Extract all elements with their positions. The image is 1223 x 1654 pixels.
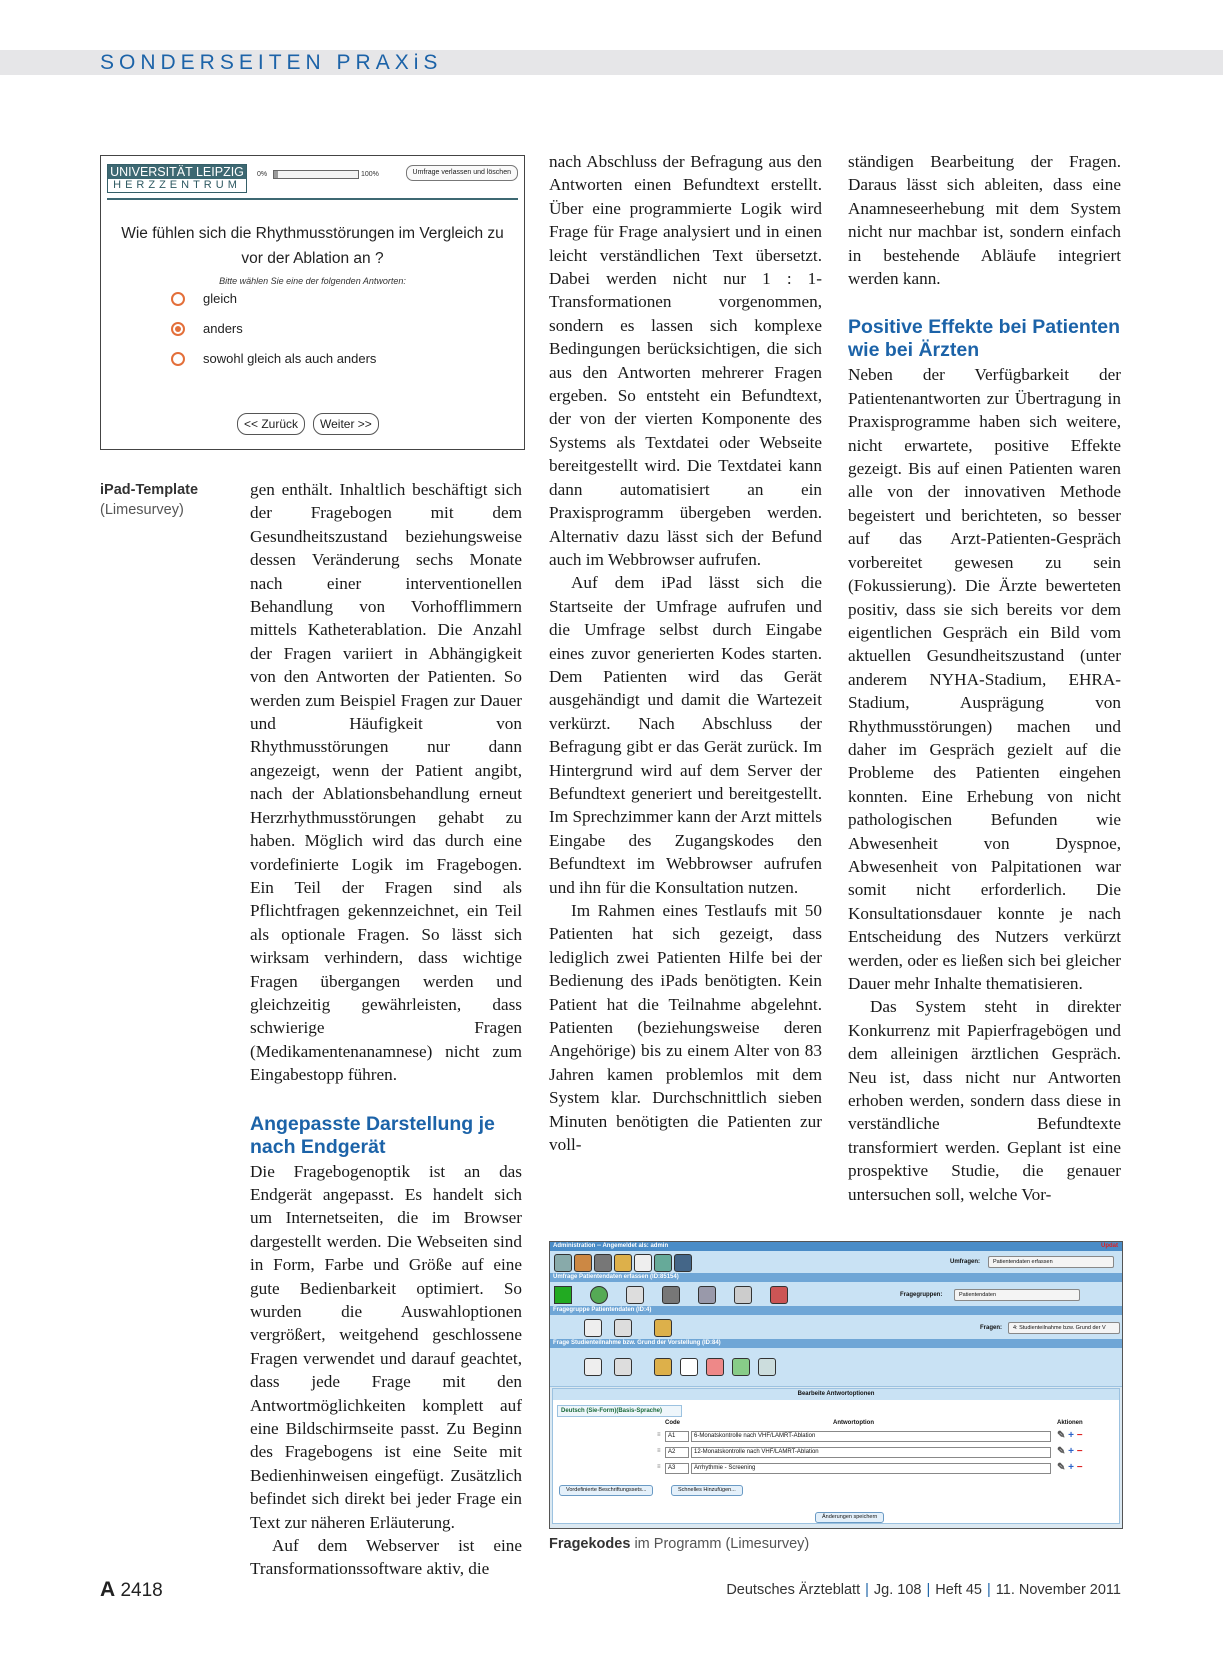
group-header: Fragegruppe Patientendaten (ID:4): [550, 1306, 1122, 1315]
add-icon[interactable]: +: [1068, 1446, 1075, 1457]
paragraph: nach Abschluss der Befragung aus den Antworten einen Befundtext erstellt. Über eine programmierte Logik wird Frage für Frage analysiert und in einen leicht verständlichen Text übersetzt. Dabei werden nicht nur 1 : 1-Transformationen vorgenommen, sondern es lassen sich komplexe Bedingungen berücksichtigen, die sich aus den Antworten mehrerer Fragen ergeben. So entsteht ein Befundtext, der von der vierten Komponente des Systems als Textdatei oder Webseite bereitgestellt wird. Die Textdatei kann dann automatisiert an ein Praxisprogramm übergeben werden. Alternativ dazu lässt sich der Befund auch im Webbrowser aufrufen.: [549, 152, 822, 569]
paragraph: Auf dem iPad lässt sich die Startseite der Umfrage aufrufen und die Umfrage selbst durch Eingabe eines zuvor generierten Kodes starten. Dem Patienten wird das Gerät ausgehändigt und damit die Wartezeit verkürzt. Nach Abschluss der Befragung gibt er das Gerät zurück. Im Hintergrund wird auf dem Server der Befundtext generiert und bereitgestellt. Im Sprechzimmer kann der Arzt mittels Eingabe des Zugangskodes den Befundtext im Webbrowser aufrufen und ihn für die Konsultation nutzen.: [549, 573, 822, 897]
umfragen-select[interactable]: Patientendaten erfassen: [988, 1256, 1114, 1268]
answers-grid-icon[interactable]: [732, 1358, 750, 1376]
fragen-select[interactable]: 4: Studienteilnahme bzw. Grund der V: [1008, 1322, 1120, 1334]
users-icon[interactable]: [698, 1286, 716, 1304]
table-row: [657, 1431, 1097, 1442]
pencil-icon[interactable]: ✎: [1057, 1462, 1066, 1473]
row-actions: [1057, 1462, 1083, 1473]
umfragen-label: Umfragen:: [950, 1259, 981, 1265]
answer-column-header: Antwortoption: [833, 1420, 874, 1426]
responses-icon[interactable]: [770, 1286, 788, 1304]
language-tab[interactable]: Deutsch (Sie-Form)(Basis-Sprache): [557, 1405, 682, 1417]
caption-text: im Programm (Limesurvey): [634, 1536, 810, 1552]
question-toolbar: [550, 1348, 1122, 1387]
fragegruppen-label: Fragegruppen:: [900, 1292, 943, 1298]
journal-issue: Heft 45: [935, 1582, 982, 1598]
figure2-caption: [549, 1534, 809, 1554]
remove-icon[interactable]: −: [1076, 1430, 1083, 1441]
answer-input[interactable]: 6-Monatskontrolle nach VHF/LAMRT-Ablation: [691, 1431, 1051, 1442]
page-prefix: A: [100, 1578, 116, 1601]
option-anders[interactable]: [171, 321, 243, 336]
answer-input[interactable]: Arrhythmie - Screening: [691, 1463, 1051, 1474]
group-toolbar: [550, 1315, 1122, 1340]
tools-icon[interactable]: [594, 1254, 612, 1272]
header-divider: [107, 198, 518, 200]
paragraph: Die Fragebogenoptik ist an das Endgerät angepasst. Es handelt sich um Internetseiten, die im Browser dargestellt werden. Die Webseiten sind in Form, Farbe und Größe auf eine gute Bedienbarkeit optimiert. So wurden die Auswahloptionen vergrößert, weitgehend geschlossene Fragen verwendet und darauf geachtet, dass jede Frage mit den Antwortmöglichkeiten komplett auf eine Bildschirmseite passt. Zu Beginn des Fragebogens ist eine Seite mit Bedienhinweisen eingefügt. Zusätzlich befindet sich direkt bei jeder Frage ein Text zur näheren Erläuterung.: [250, 1161, 522, 1532]
answer-options-panel: [552, 1388, 1120, 1524]
remove-icon[interactable]: −: [1076, 1462, 1083, 1473]
option-label: sowohl gleich als auch anders: [203, 351, 377, 366]
paragraph: Auf dem Webserver ist eine Transformationssoftware aktiv, die: [250, 1536, 522, 1579]
text-column-1: [250, 478, 522, 1581]
admin-header: Administration -- Angemeldet als: admin: [550, 1242, 1122, 1251]
grid-icon[interactable]: [654, 1254, 672, 1272]
edit-icon[interactable]: [626, 1286, 644, 1304]
next-button[interactable]: Weiter >>: [313, 413, 379, 435]
panel-title: Bearbeite Antwortoptionen: [553, 1389, 1119, 1400]
document-icon[interactable]: [584, 1319, 602, 1337]
logout-icon[interactable]: [674, 1254, 692, 1272]
code-input[interactable]: A1: [665, 1431, 689, 1442]
page-number-value: 2418: [120, 1580, 163, 1601]
code-input[interactable]: A2: [665, 1447, 689, 1458]
folder-icon[interactable]: [614, 1254, 632, 1272]
section-title: SONDERSEITEN PRAXiS: [100, 51, 443, 74]
edit-icon[interactable]: [614, 1358, 632, 1376]
logo-line-1: UNIVERSITÄT LEIPZIG: [108, 165, 246, 179]
subquestions-grid-icon[interactable]: [758, 1358, 776, 1376]
subheading: Positive Effekte bei Patienten wie bei Ärzten: [848, 316, 1121, 362]
drag-handle-icon[interactable]: ≡: [657, 1432, 661, 1438]
subheading: Angepasste Darstellung je nach Endgerät: [250, 1112, 495, 1158]
document-icon[interactable]: [634, 1254, 652, 1272]
tools-icon[interactable]: [662, 1286, 680, 1304]
paragraph: gen enthält. Inhaltlich beschäftigt sich der Fragebogen mit dem Gesundheitszustand beziehungsweise dessen Veränderung sechs Monate nach einer interventionellen Behandlung von Vorhofflimmern mittels Katheterablation. Die Anzahl der Fragen variiert in Abhängigkeit von den Antworten der Patienten. So werden zum Beispiel Fragen zur Dauer und Häufigkeit von Rhythmusstörungen nur dann angezeigt, wenn der Patient angibt, nach der Ablationsbehandlung erneut Herzrhythmusstörungen gehabt zu haben. Möglich wird das durch eine vordefinierte Logik im Fragebogen. Ein Teil der Fragen sind als Pflichtfragen gekennzeichnet, ein Teil als optionale Fragen. So lässt sich wirksam verhindern, dass wichtige Fragen übergangen werden und gleichzeitig gewährleisten, dass schwierige Fragen (Medikamentenanamnese) nicht zum Eingabestopp führen.: [250, 480, 522, 1085]
update-link[interactable]: Updat: [1101, 1243, 1118, 1249]
drag-handle-icon[interactable]: ≡: [657, 1464, 661, 1470]
logo-line-2: HERZZENTRUM: [108, 179, 246, 192]
save-changes-button[interactable]: Änderungen speichern: [815, 1512, 884, 1523]
radio-selected-icon[interactable]: [171, 322, 185, 336]
paragraph: Das System steht in direkter Konkurrenz mit Papierfragebögen und dem alleinigen ärztlichen Gespräch. Neu ist, dass nicht nur Antworten erhoben werden, sondern dass diese in verständliche Befundtexte transformiert werden. Geplant ist eine prospektive Studie, die genauer untersuchen soll, welche Vor-: [848, 997, 1121, 1204]
paragraph: ständigen Bearbeitung der Fragen. Daraus lässt sich ableiten, dass eine Anamneseerhebung mit dem System nicht nur machbar ist, sondern einfach in bestehende Abläufe integriert werden kann.: [848, 152, 1121, 289]
caption-bold: iPad-Template: [100, 482, 199, 498]
export-icon[interactable]: [654, 1358, 672, 1376]
option-label: gleich: [203, 291, 237, 306]
answer-hint: Bitte wählen Sie eine der folgenden Antworten:: [219, 276, 406, 286]
ipad-template-figure: [100, 155, 525, 450]
code-input[interactable]: A3: [665, 1463, 689, 1474]
quick-add-button[interactable]: Schnelles Hinzufügen...: [671, 1485, 743, 1496]
paragraph: Neben der Verfügbarkeit der Patientenantworten zur Übertragung in Praxisprogramme haben sich weitere, nicht erwartete, positive Effekte gezeigt. Bis auf einen Patienten waren alle von der innovativen Methode begeistert und berichteten, so besser auf das Arzt-Patienten-Gespräch vorbereitet gewesen zu sein (Fokussierung). Die Ärzte bewerteten positiv, dass sie sich bereits vor dem eigentlichen Gespräch ein Bild vom aktuellen Gesundheitszustand (unter anderem NYHA-Stadium, EHRA-Stadium, Ausprägung von Rhythmusstörungen) machen und daher im Gespräch gezielt auf die Probleme des Patienten eingehen konnten. Eine Erhebung von nicht pathologischen Befunden wie Abwesenheit von Dyspnoe, Abwesenheit von Palpitationen war somit nicht erforderlich. Die Konsultationsdauer konnte je nach Entscheidung des Nutzers verkürzt werden, oder es ließen sich bei gleicher Dauer mehr Inhalte thematisieren.: [848, 365, 1121, 993]
add-icon[interactable]: +: [1068, 1462, 1075, 1473]
survey-toolbar: [550, 1282, 1122, 1307]
drag-handle-icon[interactable]: ≡: [657, 1448, 661, 1454]
question-header: Frage Studienteilnahme bzw. Grund der Vorstellung (ID:84): [550, 1339, 1122, 1348]
home-icon[interactable]: [554, 1254, 572, 1272]
page-number: [100, 1578, 163, 1602]
radio-icon[interactable]: [171, 292, 185, 306]
remove-icon[interactable]: −: [1076, 1446, 1083, 1457]
text-column-3: [848, 150, 1121, 1206]
university-logo: [107, 164, 247, 193]
progress-bar: [273, 170, 359, 179]
pencil-icon[interactable]: ✎: [1057, 1446, 1066, 1457]
row-actions: [1057, 1430, 1083, 1441]
caption-bold: Fragekodes: [549, 1536, 631, 1552]
text-column-2: [549, 150, 822, 1156]
add-icon[interactable]: +: [1068, 1430, 1075, 1441]
copy-icon[interactable]: [680, 1358, 698, 1376]
progress-end-label: 100%: [361, 171, 379, 178]
fragen-label: Fragen:: [980, 1325, 1003, 1331]
journal-date: 11. November 2011: [995, 1582, 1121, 1598]
actions-column-header: Aktionen: [1057, 1420, 1083, 1426]
table-row: [657, 1463, 1097, 1474]
table-row: [657, 1447, 1097, 1458]
code-column-header: Code: [665, 1420, 680, 1426]
users-icon[interactable]: [574, 1254, 592, 1272]
figure1-caption: [100, 480, 230, 520]
export-icon[interactable]: [654, 1319, 672, 1337]
pencil-icon[interactable]: ✎: [1057, 1430, 1066, 1441]
option-label: anders: [203, 321, 243, 336]
limesurvey-screenshot: [549, 1241, 1123, 1529]
caption-text: (Limesurvey): [100, 502, 184, 518]
play-icon[interactable]: [554, 1286, 572, 1304]
answer-input[interactable]: 12-Monatskontrolle nach VHF/LAMRT-Ablation: [691, 1447, 1051, 1458]
option-beides[interactable]: [171, 351, 376, 366]
question-text: Wie fühlen sich die Rhythmusstörungen im Vergleich zu vor der Ablation an ?: [121, 225, 504, 267]
document-icon[interactable]: [584, 1358, 602, 1376]
option-gleich[interactable]: [171, 291, 237, 306]
gear-icon[interactable]: [590, 1286, 608, 1304]
progress-fill: [274, 171, 278, 178]
survey-header: Umfrage Patientendaten erfassen (ID:85154): [550, 1273, 1122, 1282]
journal-volume: Jg. 108: [873, 1582, 922, 1598]
journal-name: Deutsches Ärzteblatt: [726, 1582, 861, 1598]
predefined-labels-button[interactable]: Vordefinierte Beschriftungssets...: [559, 1485, 653, 1496]
exit-survey-button[interactable]: Umfrage verlassen und löschen: [406, 165, 518, 181]
edit-icon[interactable]: [614, 1319, 632, 1337]
row-actions: [1057, 1446, 1083, 1457]
conditions-icon[interactable]: [706, 1358, 724, 1376]
journal-info: Deutsches Ärzteblatt | Jg. 108 | Heft 45 | 11. November 2011: [726, 1582, 1121, 1598]
paragraph: Im Rahmen eines Testlaufs mit 50 Patienten hat sich gezeigt, dass lediglich zwei Patienten Hilfe bei der Bedienung des iPads benötigten. Kein Patient hat die Teilnahme abgelehnt. Patienten (beziehungsweise deren Angehörige) bis zu einem Alter von 83 Jahren kamen problemlos mit dem System klar. Durchschnittlich sieben Minuten benötigten die Patienten zur voll-: [549, 901, 822, 1155]
fragegruppen-select[interactable]: Patientendaten: [954, 1289, 1080, 1301]
progress-start-label: 0%: [257, 171, 268, 178]
back-button[interactable]: << Zurück: [237, 413, 305, 435]
radio-icon[interactable]: [171, 352, 185, 366]
admin-toolbar: [550, 1251, 1122, 1274]
search-icon[interactable]: [734, 1286, 752, 1304]
